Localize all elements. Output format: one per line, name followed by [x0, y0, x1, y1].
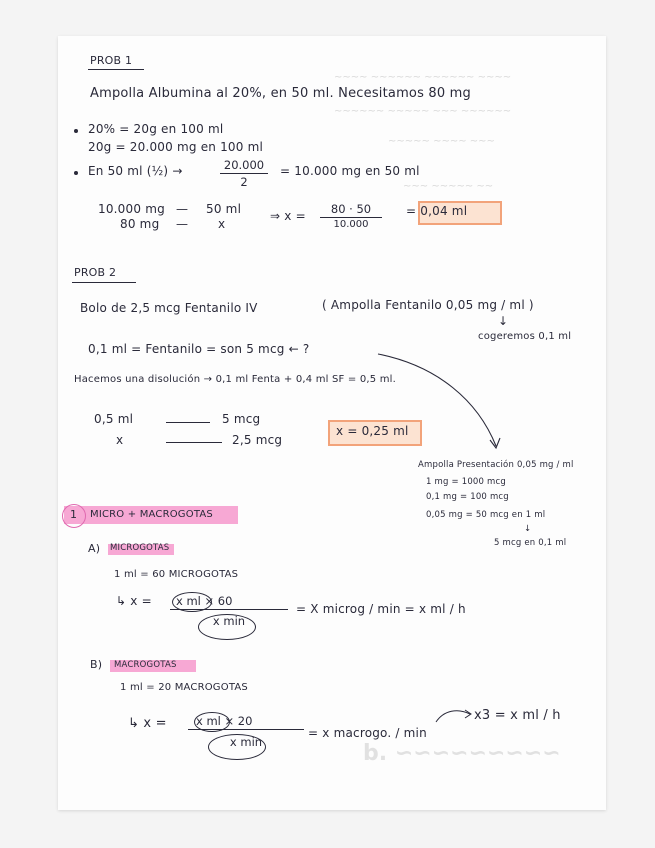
bleed-through-text: ~~~ ~~~~~ ~~: [403, 181, 494, 192]
prob2-side-arrow: ↓: [524, 524, 532, 534]
fraction-denominator: x min: [229, 735, 263, 749]
section1-b-result: = x macrogo. / min: [308, 726, 427, 740]
bleed-through-text: ~~~~~ ~~~~ ~~~: [388, 136, 495, 147]
prob2-cogeremos: cogeremos 0,1 ml: [478, 331, 572, 342]
prob1-statement: Ampolla Albumina al 20%, en 50 ml. Necesitamos 80 mg: [90, 86, 471, 101]
prob2-side-3: 0,05 mg = 50 mcg en 1 ml: [426, 510, 546, 520]
prob1-line3-right: = 10.000 mg en 50 ml: [280, 164, 420, 178]
prob2-dilution: Hacemos una disolución → 0,1 ml Fenta + 0,4 ml SF = 0,5 ml.: [74, 374, 397, 385]
prob2-ampolla: ( Ampolla Fentanilo 0,05 mg / ml ): [322, 298, 534, 312]
prob2-side-1: 1 mg = 1000 mcg: [426, 477, 506, 487]
section1-b-label: B): [90, 658, 103, 671]
prob1-rule-b-left: 80 mg: [120, 217, 160, 231]
fraction-denominator: x min: [212, 614, 246, 628]
prob2-title-underline: [72, 282, 136, 283]
bleed-through-text: ~~~~~~ ~~~~~ ~~~ ~~~~~~: [334, 106, 512, 117]
prob1-line3-fraction: [220, 158, 268, 189]
section1-b-title: MACROGOTAS: [114, 660, 177, 670]
prob1-line3-left: En 50 ml (½) →: [88, 164, 183, 178]
prob2-side-4: 5 mcg en 0,1 ml: [494, 538, 567, 548]
fraction-bar: [220, 173, 268, 174]
prob2-side-2: 0,1 mg = 100 mcg: [426, 492, 509, 502]
bullet: [74, 171, 78, 175]
prob2-rule-a-left: 0,5 ml: [94, 412, 134, 426]
prob2-question-line: 0,1 ml = Fentanilo = son 5 mcg ← ?: [88, 342, 310, 356]
prob2-rule-a-dash: [166, 422, 210, 423]
fraction-numerator: x ml × 20: [196, 714, 253, 728]
fraction-numerator: 20.000: [223, 158, 265, 172]
bleed-through-text: ~~~~~~~~~ .d: [363, 741, 561, 766]
fraction-bar: [188, 729, 304, 730]
prob2-result: x = 0,25 ml: [336, 424, 409, 438]
fraction-denominator: 2: [240, 175, 248, 189]
prob1-line2: 20g = 20.000 mg en 100 ml: [88, 140, 264, 154]
bleed-through-text: ~~~~ ~~~~~~ ~~~~~~ ~~~~: [334, 72, 512, 83]
prob2-down-arrow: ↓: [498, 314, 509, 328]
prob1-rule-a-left: 10.000 mg: [98, 202, 165, 216]
section1-b-x: ↳ x =: [128, 716, 167, 731]
prob2-title: PROB 2: [74, 266, 117, 279]
prob1-result: = 0,04 ml: [406, 204, 468, 218]
prob1-title-underline: [88, 69, 144, 70]
section1-title: MICRO + MACROGOTAS: [90, 509, 213, 520]
section1-a-x: ↳ x =: [116, 594, 152, 608]
section1-number: 1: [70, 508, 78, 521]
bullet: [74, 129, 78, 133]
section1-a-label: A): [88, 542, 101, 555]
prob2-statement: Bolo de 2,5 mcg Fentanilo IV: [80, 301, 258, 315]
section1-b-result2: x3 = x ml / h: [474, 708, 561, 723]
section1-b-fraction: [188, 714, 304, 749]
prob1-rule-a-dash: —: [176, 202, 189, 216]
notebook-page: [58, 36, 606, 810]
prob1-x-eq: ⇒ x =: [270, 209, 306, 223]
section1-a-fraction: [170, 594, 288, 628]
fraction-denominator: 10.000: [333, 219, 369, 230]
prob2-side-title: Ampolla Presentación 0,05 mg / ml: [418, 460, 574, 470]
prob1-x-fraction: [320, 202, 382, 230]
section1-a-title: MICROGOTAS: [110, 543, 170, 553]
prob1-line1: 20% = 20g en 100 ml: [88, 122, 224, 136]
prob2-rule-b-left: x: [116, 433, 124, 447]
prob1-title: PROB 1: [90, 54, 133, 67]
prob1-rule-b-dash: —: [176, 217, 189, 231]
section1-a-equation: 1 ml = 60 MICROGOTAS: [114, 569, 239, 580]
curved-arrow: [434, 706, 474, 726]
fraction-numerator: x ml × 60: [176, 594, 233, 608]
prob2-rule-b-dash: [166, 442, 222, 443]
prob1-rule-b-right: x: [218, 217, 226, 231]
section1-a-result: = X microg / min = x ml / h: [296, 602, 466, 616]
prob1-rule-a-right: 50 ml: [206, 202, 242, 216]
prob2-rule-b-right: 2,5 mcg: [232, 433, 283, 447]
section1-b-equation: 1 ml = 20 MACROGOTAS: [120, 682, 248, 693]
fraction-bar: [170, 609, 288, 610]
fraction-bar: [320, 217, 382, 218]
prob2-rule-a-right: 5 mcg: [222, 412, 261, 426]
fraction-numerator: 80 · 50: [330, 202, 372, 216]
